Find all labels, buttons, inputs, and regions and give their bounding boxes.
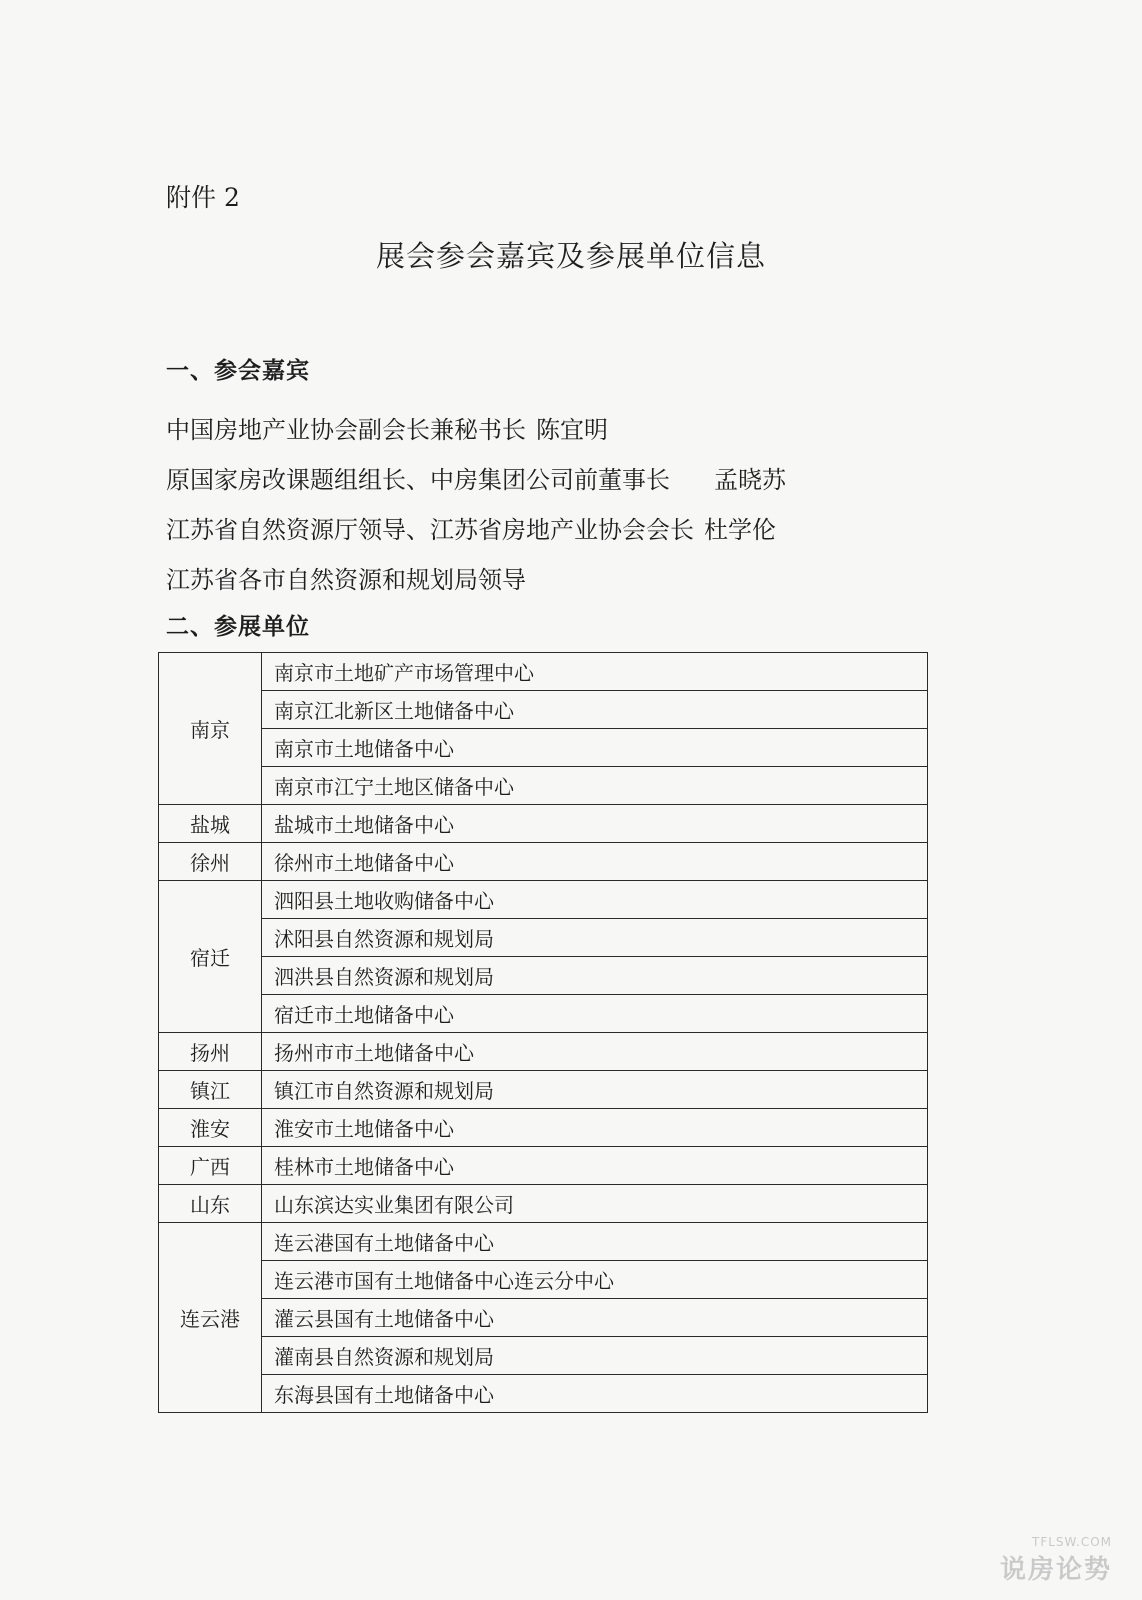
section-heading-exhibitors: 二、参展单位 <box>166 613 310 640</box>
table-row <box>159 843 928 881</box>
table-row <box>159 1261 928 1299</box>
unit-cell: 东海县国有土地储备中心 <box>262 1375 928 1413</box>
guest-line <box>166 510 776 545</box>
table-row <box>159 1185 928 1223</box>
unit-cell: 镇江市自然资源和规划局 <box>262 1071 928 1109</box>
document-title: 展会参会嘉宾及参展单位信息 <box>375 239 766 273</box>
watermark-url: TFLSW.COM <box>1031 1535 1112 1549</box>
unit-cell: 泗阳县土地收购储备中心 <box>262 881 928 919</box>
region-cell: 扬州 <box>159 1033 262 1071</box>
unit-cell: 桂林市土地储备中心 <box>262 1147 928 1185</box>
table-row <box>159 767 928 805</box>
unit-cell: 扬州市市土地储备中心 <box>262 1033 928 1071</box>
unit-cell: 徐州市土地储备中心 <box>262 843 928 881</box>
region-cell: 广西 <box>159 1147 262 1185</box>
region-cell: 宿迁 <box>159 881 262 1033</box>
unit-cell: 南京市土地矿产市场管理中心 <box>262 653 928 691</box>
region-cell: 镇江 <box>159 1071 262 1109</box>
table-row <box>159 1071 928 1109</box>
table-row <box>159 957 928 995</box>
unit-cell: 泗洪县自然资源和规划局 <box>262 957 928 995</box>
guest-name: 杜学伦 <box>704 516 776 544</box>
section-heading-guests: 一、参会嘉宾 <box>166 357 310 384</box>
table-row <box>159 995 928 1033</box>
region-cell: 淮安 <box>159 1109 262 1147</box>
region-cell: 南京 <box>159 653 262 805</box>
exhibitor-table <box>158 652 928 1413</box>
unit-cell: 连云港市国有土地储备中心连云分中心 <box>262 1261 928 1299</box>
table-row <box>159 1223 928 1261</box>
guest-role: 原国家房改课题组组长、中房集团公司前董事长 <box>166 466 670 494</box>
unit-cell: 南京江北新区土地储备中心 <box>262 691 928 729</box>
region-cell: 徐州 <box>159 843 262 881</box>
table-row <box>159 1375 928 1413</box>
watermark <box>1000 1535 1112 1586</box>
region-cell: 连云港 <box>159 1223 262 1413</box>
table-row <box>159 881 928 919</box>
unit-cell: 南京市土地储备中心 <box>262 729 928 767</box>
unit-cell: 连云港国有土地储备中心 <box>262 1223 928 1261</box>
table-row <box>159 1147 928 1185</box>
guest-role: 江苏省自然资源厅领导、江苏省房地产业协会会长 <box>166 516 694 544</box>
unit-cell: 灌南县自然资源和规划局 <box>262 1337 928 1375</box>
attachment-label: 附件 2 <box>166 183 240 212</box>
region-cell: 盐城 <box>159 805 262 843</box>
table-row <box>159 691 928 729</box>
unit-cell: 宿迁市土地储备中心 <box>262 995 928 1033</box>
region-cell: 山东 <box>159 1185 262 1223</box>
guest-line <box>166 460 786 495</box>
guest-line <box>166 560 526 595</box>
table-row <box>159 805 928 843</box>
table-row <box>159 1109 928 1147</box>
unit-cell: 盐城市土地储备中心 <box>262 805 928 843</box>
table-row <box>159 729 928 767</box>
unit-cell: 沭阳县自然资源和规划局 <box>262 919 928 957</box>
guest-line <box>166 410 608 445</box>
guest-name: 孟晓苏 <box>714 466 786 494</box>
table-row <box>159 1033 928 1071</box>
watermark-name: 说房论势 <box>999 1555 1112 1585</box>
unit-cell: 山东滨达实业集团有限公司 <box>262 1185 928 1223</box>
table-row <box>159 919 928 957</box>
guest-role: 江苏省各市自然资源和规划局领导 <box>166 566 526 594</box>
guest-role: 中国房地产业协会副会长兼秘书长 <box>166 416 526 444</box>
unit-cell: 南京市江宁土地区储备中心 <box>262 767 928 805</box>
unit-cell: 淮安市土地储备中心 <box>262 1109 928 1147</box>
table-row <box>159 1337 928 1375</box>
unit-cell: 灌云县国有土地储备中心 <box>262 1299 928 1337</box>
table-row <box>159 1299 928 1337</box>
guest-name: 陈宜明 <box>536 416 608 444</box>
table-row <box>159 653 928 691</box>
